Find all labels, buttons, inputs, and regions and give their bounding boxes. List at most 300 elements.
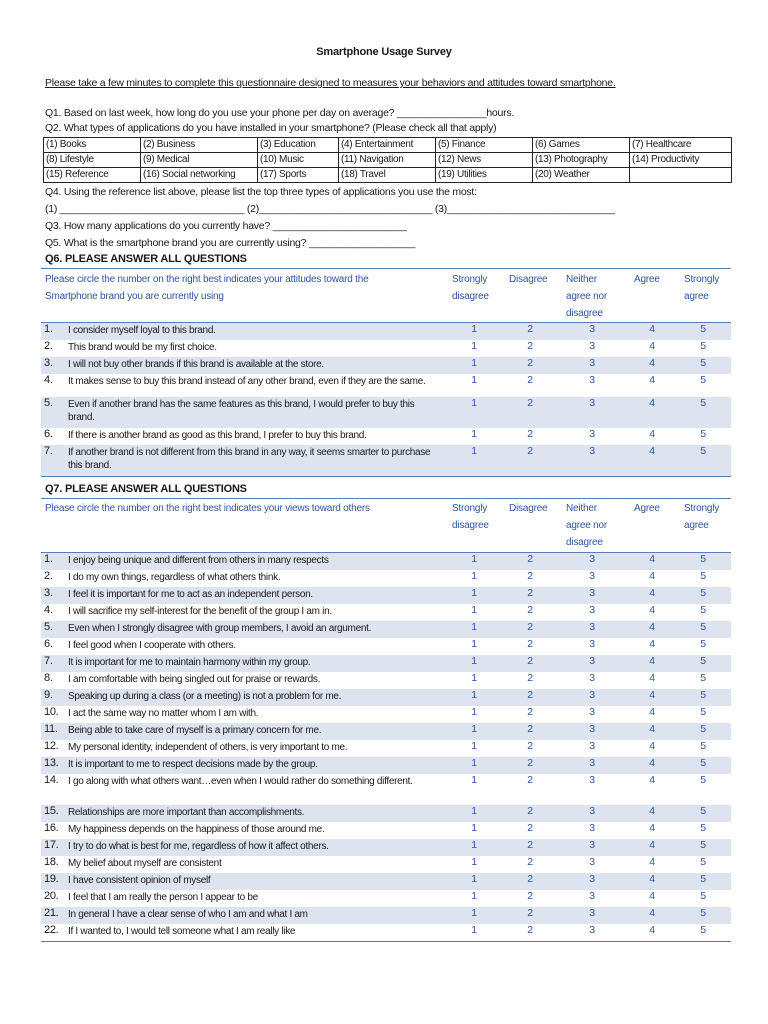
scale-option-3[interactable]: 3 [589, 723, 595, 735]
scale-option-3[interactable]: 3 [589, 689, 595, 701]
scale-option-3[interactable]: 3 [589, 774, 595, 786]
scale-option-2[interactable]: 2 [527, 672, 533, 684]
scale-option-5[interactable]: 5 [700, 890, 706, 902]
scale-option-3[interactable]: 3 [589, 757, 595, 769]
item-number: 6. [44, 638, 53, 650]
item-number: 7. [44, 445, 53, 457]
item-statement: I enjoy being unique and different from others in many respects [68, 555, 329, 566]
app-types-row [44, 168, 732, 183]
app-type-option[interactable]: (12) News [436, 153, 533, 168]
section-top-rule [41, 268, 731, 269]
scale-header-line: Strongly [684, 503, 720, 514]
scale-option-2[interactable]: 2 [527, 340, 533, 352]
scale-option-5[interactable]: 5 [700, 397, 706, 409]
item-number: 5. [44, 397, 53, 409]
scale-option-5[interactable]: 5 [700, 672, 706, 684]
app-type-option[interactable]: (14) Productivity [630, 153, 732, 168]
likert-item-row [41, 822, 731, 839]
item-statement: My personal identity, independent of others, is very important to me. [68, 742, 348, 753]
scale-header-line: Disagree [509, 503, 548, 514]
scale-option-5[interactable]: 5 [700, 774, 706, 786]
likert-item-row [41, 907, 731, 924]
scale-header-agree [634, 271, 660, 288]
scale-option-5[interactable]: 5 [700, 340, 706, 352]
question-q3: Q3. How many applications do you currently have? ________________________ [45, 220, 407, 232]
scale-option-1[interactable]: 1 [471, 397, 477, 409]
item-statement: In general I have a clear sense of who I am and what I am [68, 909, 308, 920]
app-types-row [44, 153, 732, 168]
item-statement: I act the same way no matter whom I am with. [68, 708, 259, 719]
app-type-option[interactable]: (5) Finance [436, 138, 533, 153]
scale-option-5[interactable]: 5 [700, 822, 706, 834]
scale-header-line: Strongly [452, 274, 488, 285]
scale-option-3[interactable]: 3 [589, 587, 595, 599]
scale-option-4[interactable]: 4 [649, 445, 655, 457]
item-statement: I will not buy other brands if this brand is available at the store. [68, 359, 324, 370]
scale-option-3[interactable]: 3 [589, 323, 595, 335]
scale-header-line: disagree [452, 291, 489, 302]
scale-option-1[interactable]: 1 [471, 805, 477, 817]
likert-item-row [41, 839, 731, 856]
scale-option-5[interactable]: 5 [700, 357, 706, 369]
scale-option-1[interactable]: 1 [471, 706, 477, 718]
scale-option-1[interactable]: 1 [471, 638, 477, 650]
question-q5: Q5. What is the smartphone brand you are currently using? ___________________ [45, 237, 416, 249]
app-type-option[interactable]: (8) Lifestyle [44, 153, 141, 168]
scale-option-5[interactable]: 5 [700, 570, 706, 582]
likert-item-row [41, 428, 731, 445]
item-statement: I do my own things, regardless of what others think. [68, 572, 281, 583]
scale-option-1[interactable]: 1 [471, 323, 477, 335]
scale-option-1[interactable]: 1 [471, 340, 477, 352]
app-type-option[interactable]: (9) Medical [141, 153, 258, 168]
item-statement: It is important to me to respect decisions made by the group. [68, 759, 318, 770]
app-type-option[interactable]: (6) Games [533, 138, 630, 153]
scale-header-line: agree [684, 520, 709, 531]
scale-header-line: disagree [452, 520, 489, 531]
scale-option-4[interactable]: 4 [649, 553, 655, 565]
scale-option-3[interactable]: 3 [589, 839, 595, 851]
item-number: 5. [44, 621, 53, 633]
scale-option-1[interactable]: 1 [471, 924, 477, 936]
scale-header-line: Disagree [509, 274, 548, 285]
scale-option-2[interactable]: 2 [527, 890, 533, 902]
scale-option-1[interactable]: 1 [471, 723, 477, 735]
item-number: 14. [44, 774, 59, 786]
scale-header-line: agree nor [566, 291, 608, 302]
item-number: 10. [44, 706, 59, 718]
survey-title: Smartphone Usage Survey [316, 46, 452, 58]
scale-option-1[interactable]: 1 [471, 907, 477, 919]
scale-option-4[interactable]: 4 [649, 621, 655, 633]
scale-option-2[interactable]: 2 [527, 445, 533, 457]
instruction-text [45, 271, 368, 305]
scale-option-5[interactable]: 5 [700, 621, 706, 633]
item-statement: Even if another brand has the same features as this brand, I would prefer to buy this brand. [68, 399, 415, 423]
scale-header-line: Neither [566, 503, 597, 514]
item-number: 20. [44, 890, 59, 902]
item-statement: If there is another brand as good as this brand, I prefer to buy this brand. [68, 430, 367, 441]
item-statement: My belief about myself are consistent [68, 858, 222, 869]
scale-option-2[interactable]: 2 [527, 805, 533, 817]
likert-item-row [41, 805, 731, 822]
scale-option-3[interactable]: 3 [589, 445, 595, 457]
scale-option-3[interactable]: 3 [589, 873, 595, 885]
q7-heading: Q7. PLEASE ANSWER ALL QUESTIONS [45, 483, 247, 495]
section-bottom-rule [41, 476, 731, 477]
scale-option-1[interactable]: 1 [471, 689, 477, 701]
scale-option-2[interactable]: 2 [527, 757, 533, 769]
item-number: 2. [44, 340, 53, 352]
scale-header-line: agree [684, 291, 709, 302]
scale-option-4[interactable]: 4 [649, 655, 655, 667]
scale-option-2[interactable]: 2 [527, 839, 533, 851]
scale-option-1[interactable]: 1 [471, 621, 477, 633]
scale-option-5[interactable]: 5 [700, 655, 706, 667]
scale-option-1[interactable]: 1 [471, 839, 477, 851]
item-number: 19. [44, 873, 59, 885]
scale-option-1[interactable]: 1 [471, 587, 477, 599]
scale-option-1[interactable]: 1 [471, 570, 477, 582]
scale-option-1[interactable]: 1 [471, 553, 477, 565]
scale-option-5[interactable]: 5 [700, 638, 706, 650]
scale-option-1[interactable]: 1 [471, 357, 477, 369]
item-number: 3. [44, 587, 53, 599]
scale-option-2[interactable]: 2 [527, 621, 533, 633]
scale-option-2[interactable]: 2 [527, 924, 533, 936]
scale-option-5[interactable]: 5 [700, 839, 706, 851]
item-statement: It is important for me to maintain harmony within my group. [68, 657, 311, 668]
scale-option-2[interactable]: 2 [527, 856, 533, 868]
scale-option-3[interactable]: 3 [589, 672, 595, 684]
scale-option-3[interactable]: 3 [589, 856, 595, 868]
scale-option-3[interactable]: 3 [589, 604, 595, 616]
scale-option-4[interactable]: 4 [649, 638, 655, 650]
scale-option-5[interactable]: 5 [700, 445, 706, 457]
scale-option-2[interactable]: 2 [527, 822, 533, 834]
scale-option-1[interactable]: 1 [471, 604, 477, 616]
scale-option-4[interactable]: 4 [649, 706, 655, 718]
scale-header-agree [634, 500, 660, 517]
likert-item-row [41, 689, 731, 706]
section-bottom-rule [41, 941, 731, 942]
scale-option-4[interactable]: 4 [649, 340, 655, 352]
scale-option-1[interactable]: 1 [471, 672, 477, 684]
scale-option-1[interactable]: 1 [471, 740, 477, 752]
item-number: 13. [44, 757, 59, 769]
likert-item-row [41, 621, 731, 638]
scale-option-5[interactable]: 5 [700, 604, 706, 616]
app-type-option[interactable]: (18) Travel [339, 168, 436, 183]
scale-option-4[interactable]: 4 [649, 907, 655, 919]
scale-option-2[interactable]: 2 [527, 553, 533, 565]
scale-header-neither [566, 500, 607, 551]
scale-option-4[interactable]: 4 [649, 587, 655, 599]
likert-item-row [41, 655, 731, 672]
scale-option-4[interactable]: 4 [649, 604, 655, 616]
scale-option-5[interactable]: 5 [700, 706, 706, 718]
scale-option-3[interactable]: 3 [589, 907, 595, 919]
scale-option-2[interactable]: 2 [527, 323, 533, 335]
scale-option-5[interactable]: 5 [700, 924, 706, 936]
item-statement: I feel good when I cooperate with others. [68, 640, 236, 651]
scale-option-5[interactable]: 5 [700, 740, 706, 752]
scale-header-line: agree nor [566, 520, 608, 531]
item-statement: It makes sense to buy this brand instead of any other brand, even if they are the same. [68, 376, 426, 387]
scale-option-3[interactable]: 3 [589, 740, 595, 752]
scale-option-3[interactable]: 3 [589, 638, 595, 650]
item-number: 21. [44, 907, 59, 919]
scale-option-4[interactable]: 4 [649, 723, 655, 735]
likert-item-row [41, 638, 731, 655]
scale-option-1[interactable]: 1 [471, 890, 477, 902]
likert-item-row [41, 672, 731, 689]
app-type-option[interactable]: (10) Music [258, 153, 339, 168]
item-statement: If another brand is not different from this brand in any way, it seems smarter to purchase this brand. [68, 447, 431, 471]
likert-item-row [41, 340, 731, 357]
scale-option-2[interactable]: 2 [527, 774, 533, 786]
item-number: 15. [44, 805, 59, 817]
likert-item-row [41, 873, 731, 890]
item-number: 18. [44, 856, 59, 868]
app-type-option[interactable]: (4) Entertainment [339, 138, 436, 153]
item-number: 12. [44, 740, 59, 752]
app-type-option[interactable]: (17) Sports [258, 168, 339, 183]
scale-header-disagree [509, 271, 547, 288]
q6-heading: Q6. PLEASE ANSWER ALL QUESTIONS [45, 253, 247, 265]
app-type-option[interactable]: (13) Photography [533, 153, 630, 168]
likert-item-row [41, 397, 731, 428]
scale-option-4[interactable]: 4 [649, 822, 655, 834]
scale-option-3[interactable]: 3 [589, 357, 595, 369]
app-type-option[interactable]: (15) Reference [44, 168, 141, 183]
item-statement: Relationships are more important than accomplishments. [68, 807, 305, 818]
scale-option-2[interactable]: 2 [527, 873, 533, 885]
likert-item-row [41, 445, 731, 476]
scale-option-5[interactable]: 5 [700, 723, 706, 735]
scale-option-1[interactable]: 1 [471, 374, 477, 386]
item-number: 11. [44, 723, 58, 735]
scale-option-2[interactable]: 2 [527, 397, 533, 409]
scale-option-3[interactable]: 3 [589, 570, 595, 582]
question-q2: Q2. What types of applications do you have installed in your smartphone? (Please check all that apply) [45, 122, 497, 134]
scale-header-line: disagree [566, 537, 603, 548]
scale-header-strongly-agree [684, 500, 719, 534]
item-statement: My happiness depends on the happiness of those around me. [68, 824, 325, 835]
scale-option-4[interactable]: 4 [649, 805, 655, 817]
scale-header-strongly-disagree [452, 271, 489, 305]
scale-option-2[interactable]: 2 [527, 428, 533, 440]
scale-option-2[interactable]: 2 [527, 357, 533, 369]
scale-header-line: Neither [566, 274, 597, 285]
scale-option-1[interactable]: 1 [471, 757, 477, 769]
scale-option-2[interactable]: 2 [527, 604, 533, 616]
app-type-option[interactable]: (11) Navigation [339, 153, 436, 168]
scale-option-2[interactable]: 2 [527, 706, 533, 718]
scale-option-5[interactable]: 5 [700, 907, 706, 919]
scale-header-line: Agree [634, 503, 660, 514]
item-statement: Being able to take care of myself is a primary concern for me. [68, 725, 322, 736]
item-number: 1. [44, 323, 53, 335]
item-number: 9. [44, 689, 53, 701]
instruction-line: Smartphone brand you are currently using [45, 291, 224, 302]
scale-option-4[interactable]: 4 [649, 757, 655, 769]
scale-option-3[interactable]: 3 [589, 374, 595, 386]
scale-option-1[interactable]: 1 [471, 822, 477, 834]
likert-item-row [41, 740, 731, 757]
scale-option-5[interactable]: 5 [700, 428, 706, 440]
scale-option-2[interactable]: 2 [527, 689, 533, 701]
scale-option-5[interactable]: 5 [700, 689, 706, 701]
item-statement: Speaking up during a class (or a meeting) is not a problem for me. [68, 691, 342, 702]
question-q4: Q4. Using the reference list above, please list the top three types of applications you use the most: [45, 186, 477, 198]
item-number: 7. [44, 655, 53, 667]
app-type-option[interactable]: (20) Weather [533, 168, 630, 183]
scale-option-4[interactable]: 4 [649, 856, 655, 868]
scale-option-1[interactable]: 1 [471, 856, 477, 868]
question-q4-blanks: (1) _________________________________ (2)_______________________________ (3)______________________________ [45, 203, 615, 215]
scale-option-4[interactable]: 4 [649, 357, 655, 369]
scale-option-4[interactable]: 4 [649, 374, 655, 386]
app-type-option [630, 168, 732, 183]
scale-header-line: Strongly [684, 274, 720, 285]
section-top-rule [41, 498, 731, 499]
scale-option-4[interactable]: 4 [649, 774, 655, 786]
item-statement: This brand would be my first choice. [68, 342, 217, 353]
scale-option-5[interactable]: 5 [700, 805, 706, 817]
app-type-option[interactable]: (7) Healthcare [630, 138, 732, 153]
likert-item-row [41, 924, 731, 941]
question-q1: Q1. Based on last week, how long do you use your phone per day on average? ________________hours. [45, 107, 515, 119]
scale-header-disagree [509, 500, 547, 517]
scale-header-line: disagree [566, 308, 603, 319]
item-number: 4. [44, 604, 53, 616]
item-statement: I will sacrifice my self-interest for the benefit of the group I am in. [68, 606, 332, 617]
scale-option-3[interactable]: 3 [589, 397, 595, 409]
scale-option-3[interactable]: 3 [589, 706, 595, 718]
scale-option-4[interactable]: 4 [649, 428, 655, 440]
scale-option-2[interactable]: 2 [527, 907, 533, 919]
scale-option-2[interactable]: 2 [527, 638, 533, 650]
scale-option-2[interactable]: 2 [527, 374, 533, 386]
likert-item-row [41, 570, 731, 587]
item-statement: I am comfortable with being singled out for praise or rewards. [68, 674, 321, 685]
app-type-option[interactable]: (2) Business [141, 138, 258, 153]
scale-option-4[interactable]: 4 [649, 323, 655, 335]
scale-option-1[interactable]: 1 [471, 655, 477, 667]
app-type-option[interactable]: (16) Social networking [141, 168, 258, 183]
item-statement: If I wanted to, I would tell someone what I am really like [68, 926, 296, 937]
scale-option-4[interactable]: 4 [649, 890, 655, 902]
item-statement: I consider myself loyal to this brand. [68, 325, 216, 336]
item-number: 16. [44, 822, 59, 834]
scale-option-4[interactable]: 4 [649, 570, 655, 582]
item-number: 2. [44, 570, 53, 582]
app-type-option[interactable]: (19) Utilities [436, 168, 533, 183]
scale-option-3[interactable]: 3 [589, 805, 595, 817]
likert-item-row [41, 706, 731, 723]
scale-option-2[interactable]: 2 [527, 655, 533, 667]
scale-option-5[interactable]: 5 [700, 757, 706, 769]
scale-option-3[interactable]: 3 [589, 621, 595, 633]
scale-option-2[interactable]: 2 [527, 723, 533, 735]
scale-option-5[interactable]: 5 [700, 873, 706, 885]
item-statement: I go along with what others want…even when I would rather do something different. [68, 776, 413, 787]
scale-option-3[interactable]: 3 [589, 822, 595, 834]
instruction-line: Please circle the number on the right best indicates your views toward others [45, 503, 370, 514]
scale-option-4[interactable]: 4 [649, 397, 655, 409]
instruction-line: Please circle the number on the right best indicates your attitudes toward the [45, 274, 369, 285]
scale-header-strongly-disagree [452, 500, 489, 534]
likert-item-row [41, 357, 731, 374]
scale-option-3[interactable]: 3 [589, 428, 595, 440]
scale-option-1[interactable]: 1 [471, 445, 477, 457]
scale-option-2[interactable]: 2 [527, 587, 533, 599]
scale-option-1[interactable]: 1 [471, 873, 477, 885]
likert-item-row [41, 587, 731, 604]
item-number: 17. [44, 839, 59, 851]
likert-item-row [41, 757, 731, 774]
likert-item-row [41, 856, 731, 873]
app-types-table [43, 137, 732, 183]
scale-option-5[interactable]: 5 [700, 856, 706, 868]
scale-option-5[interactable]: 5 [700, 374, 706, 386]
item-statement: Even when I strongly disagree with group members, I avoid an argument. [68, 623, 372, 634]
scale-option-3[interactable]: 3 [589, 340, 595, 352]
item-number: 8. [44, 672, 53, 684]
scale-option-3[interactable]: 3 [589, 655, 595, 667]
item-statement: I have consistent opinion of myself [68, 875, 211, 886]
scale-option-2[interactable]: 2 [527, 570, 533, 582]
likert-item-row [41, 323, 731, 340]
scale-option-2[interactable]: 2 [527, 740, 533, 752]
likert-item-row [41, 774, 731, 805]
scale-option-3[interactable]: 3 [589, 553, 595, 565]
likert-item-row [41, 723, 731, 740]
scale-option-4[interactable]: 4 [649, 672, 655, 684]
item-number: 6. [44, 428, 53, 440]
likert-item-row [41, 553, 731, 570]
scale-option-5[interactable]: 5 [700, 553, 706, 565]
scale-option-4[interactable]: 4 [649, 689, 655, 701]
scale-option-4[interactable]: 4 [649, 873, 655, 885]
scale-option-1[interactable]: 1 [471, 428, 477, 440]
item-statement: I feel it is important for me to act as an independent person. [68, 589, 313, 600]
scale-header-line: Agree [634, 274, 660, 285]
item-number: 3. [44, 357, 53, 369]
intro-text: Please take a few minutes to complete this questionnaire designed to measures your behaviors and attitudes toward smartphone. [45, 77, 616, 89]
scale-option-1[interactable]: 1 [471, 774, 477, 786]
scale-option-4[interactable]: 4 [649, 839, 655, 851]
likert-item-row [41, 604, 731, 621]
item-statement: I try to do what is best for me, regardless of how it affect others. [68, 841, 329, 852]
app-type-option[interactable]: (1) Books [44, 138, 141, 153]
scale-option-5[interactable]: 5 [700, 323, 706, 335]
app-type-option[interactable]: (3) Education [258, 138, 339, 153]
scale-option-4[interactable]: 4 [649, 740, 655, 752]
instruction-text [45, 500, 370, 517]
scale-option-4[interactable]: 4 [649, 924, 655, 936]
scale-option-5[interactable]: 5 [700, 587, 706, 599]
scale-option-3[interactable]: 3 [589, 890, 595, 902]
item-number: 1. [44, 553, 53, 565]
scale-header-neither [566, 271, 607, 322]
item-statement: I feel that I am really the person I appear to be [68, 892, 258, 903]
scale-option-3[interactable]: 3 [589, 924, 595, 936]
item-number: 22. [44, 924, 59, 936]
app-types-row [44, 138, 732, 153]
item-number: 4. [44, 374, 53, 386]
